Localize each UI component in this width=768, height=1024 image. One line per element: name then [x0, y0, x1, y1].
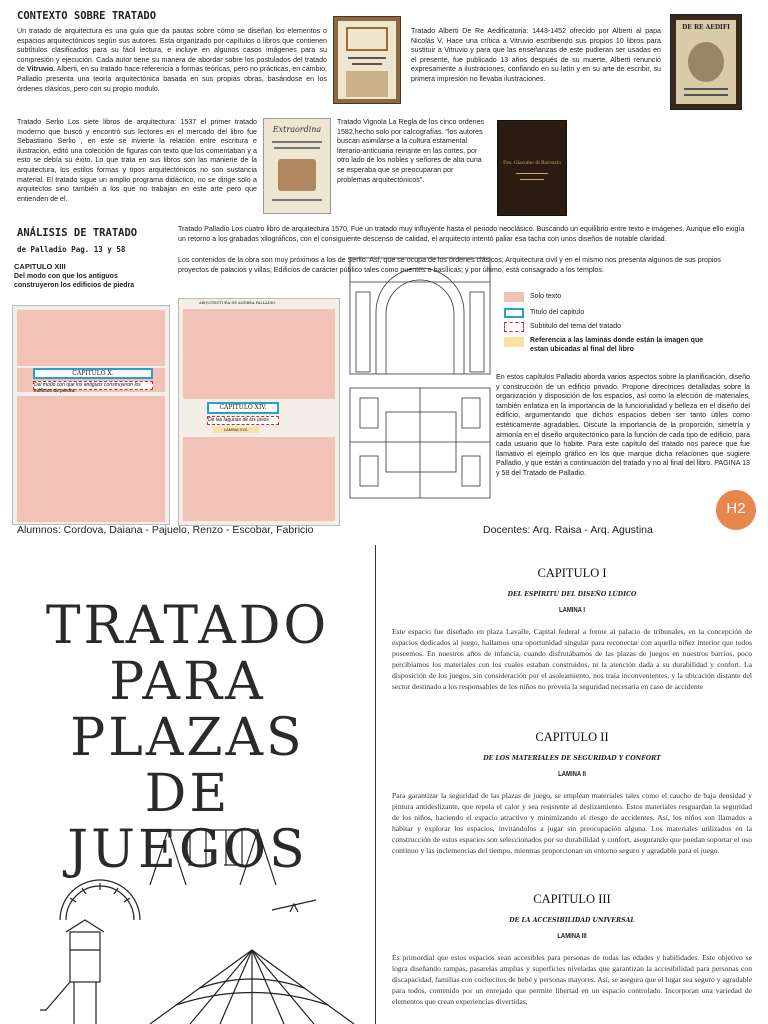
chapter-1-lamina: LAMINA I: [558, 605, 586, 614]
footer-alumnos: Alumnos: Cordova, Daiana - Pajuelo, Renzo - Escobar, Fabricio: [17, 524, 314, 536]
alberti-book-cover-image: DE RE AEDIFI: [670, 14, 742, 110]
legend-swatch-red: [504, 322, 524, 332]
capitulo-xiii-label: CAPITULO XIII: [14, 262, 66, 271]
legend-swatch-pink: [504, 292, 524, 302]
serlio-book-image: Extraordina: [263, 118, 331, 214]
legend-label-lamina: Referencia a las laminas donde están la imagen que estan ubicadas al final del libro: [530, 337, 704, 353]
palladio-page-13-image: [12, 305, 170, 525]
legend-swatch-blue: [504, 308, 524, 318]
analysis-text: En estos capítulos Palladio aborda varios aspectos sobre la planificación, diseño y construcción de un edificio privado. Propone directrices detalladas sobre la organización y disposición de los espacios, así como la elección de materiales, también enfatiza en la importancia de la funcionalidad y belleza en el diseño del edificio, argumentando que dichos espacios deben ser tanto útiles como estéticamente agradables. Discute la importancia de la proporción, simetría y armonía en el diseño arquitectónico para la función de cada tipo de edificio, para cada usuario que lo habite. Para este capítulo del tratado nos parece que fue llamativo el ejemplo gráfico en los que marque dicha relaciones que sugiere Palladio, y que están a continuación del tratado y no al final del libro. PAGINA 13 y 58 del Tratado de Palladio.: [496, 373, 750, 477]
page-divider: [375, 545, 376, 1024]
chapter-1-title: CAPITULO I: [537, 566, 607, 580]
serlio-text: Tratado Serlio Los siete libros de arquitectura: 1537 el primer tratado moderno que buscó y encontró sus lectores en el mercado del libro fue Sebastiano Serlio , en este se invierte la relación entre escritura e ilustración, editó una colección de figuras con texto que los comentaban y a esto se debía su éxito. Lo que trata en sus libros son las manierie de la arquitectura, los estilos formas y tipos arquitectónicos no son sustancia material. El tratado sigue un amplio programa didáctico, no se dirige solo a arquitectos sino también a los que no trabajan en este arte pero que entienden de el.: [17, 118, 257, 203]
chapter-3-lamina: LAMINA III: [557, 931, 587, 940]
palladio-drawings-image: [346, 252, 496, 502]
contexto-intro: Un tratado de arquitectura es una guía que da pautas sobre cómo se diseñan los elementos o espacios arquitectónicos según sus autores. Esta organizado por capítulos o libros que contienen subtítulos clasificados para su fácil lectura, e incluye en algunos casos imágenes para su compresión y ejecución. Cada autor tiene su manera de abordar sobre los postulados del tratado de Vitruvio. Alberti, en su tratado hace referencia a formas teóricas, pero no prácticas, en cambio, Palladio presenta una teoría arquitectónica basada en sus propias obras, basándose en los órdenes clásicos, pero con su propio modulo.: [17, 27, 327, 93]
chapter-1-text: Este espacio fue diseñado en plaza Lavalle, Capital federal a frente al palacio de tribunales, en la concepción de espacios dedicados al juego, hallamos una oportunidad singular para reconectar con aquella niñez interior que todos poseemos. En nuestros años de infancia, cuando disfrutábamos de las plazas de juegos en nuestros barrios, poco percibíamos los materiales con los cuales estaban construidos, ni la atención dada a su durabilidad y confort. La disposición de los juegos, sin consideración por el asoleamiento, nos traía inconvenientes, y la ubicación distante del sector destinado a los responsables de los niños no proveía la seguridad necesaria en caso de accidente: [392, 627, 752, 691]
alberti-title-page-image: [333, 16, 401, 104]
chapter-2-title: CAPITULO II: [535, 730, 609, 744]
chapter-3-title: CAPITULO III: [533, 892, 611, 906]
chapter-2: [392, 730, 752, 856]
legend-label-title: Titulo del capitulo: [530, 309, 585, 316]
chapter-1: [392, 566, 752, 692]
vignola-book-image: Fra. Giacomo di Barozzio: [497, 120, 567, 216]
alberti-text: Tratado Alberti De Re Aedificatoria: 1443-1452 ofrecido por Alberti al papa Nicolás V, Hace una crítica a Vitruvio escribiendo sus propios 10 libros para sustituir a Vitruvio y para que las enseñanzas de este pudieran ser usadas en el presente, fue publicado 13 años después de su muerte, Alberti renunció expresamente a ilustraciones, confiando en su latín y en su arte de escribir, su primera impresión no llevaba ilustraciones.: [411, 27, 661, 83]
playground-illustration: [0, 820, 375, 1024]
chapter-2-text: Para garantizar la seguridad de las plazas de juego, se emplean materiales tales como el caucho de baja densidad y pintura antideslizante, que repela el calor y sea resistente al deslizamiento. Estos materiales resguardan la seguridad de los niños, haciendo el espacio atractivo y minimizando el riesgo de accidentes. Así, los niños son llamados a habitar y explorar los espacios, invitándolos a jugar sin preocupación alguna. Los materiales utilizados en la construcción de estos espacios son seleccionados por su durabilidad y confort, asegurando que puedan soportar el uso continuo y las inclemencias del tiempo, mientras proporcionan un entorno seguro y agradable para el juego.: [392, 791, 752, 855]
capitulo-xiv-subtitle: De las lagunas de los pisos: [207, 416, 279, 425]
legend-swatch-yellow: [504, 337, 524, 347]
chapter-1-subtitle: DEL ESPÍRITU DEL DISEÑO LÚDICO: [507, 591, 637, 598]
lamina-reference: LAMINA XXII.: [213, 427, 259, 433]
capitulo-xiv-box: CAPITULO XIV.: [207, 402, 279, 414]
chapter-2-lamina: LAMINA II: [558, 769, 586, 778]
analisis-subtitle: de Palladio Pag. 13 y 58: [17, 245, 126, 254]
capitulo-x-box: CAPITULO X.: [33, 368, 153, 379]
capitulo-x-subtitle: Del modo con que los antiguos construyeron los edificios de piedra.: [33, 381, 153, 390]
chapter-3: [392, 892, 752, 1007]
analisis-title: ANÁLISIS DE TRATADO: [17, 227, 138, 239]
legend-label-text: Solo texto: [530, 293, 562, 300]
h2-badge: H2: [716, 490, 756, 530]
capitulo-xiii-subtitle: Del modo con que los antiguos construyeron los edificios de piedra: [14, 273, 135, 289]
palladio-page-58-image: ARQUITECTURA DE ANDREA PALLADIO. CAPITULO XIV. De las lagunas de los pisos LAMINA XXII.: [178, 298, 340, 526]
vignola-text: Tratado Vignola La Regla de los cinco ordenes 1582,hecho solo por calcografías. "los autores buscan asimilarse a la cultura estamental literario-anticuaria reinante en las cortes, por otro lado de los nobles y señores de alta cuna se esperaba que se preocuparan por problemas arquitectónicos".: [337, 118, 485, 184]
palladio-text-2: Los contenidos de la obra son muy próximos a los de Serlio. Así, que se ocupa de los órdenes clásicos; Arquitectura civil y en el mismo nos presenta algunos de sus propios proyectos de palacios y villas; Edificios de carácter público tales como puentes o basílicas; y por último, está consagrado a los templos.: [178, 256, 721, 274]
legend-label-subtitle: Subtitulo del tema del tratado: [530, 323, 622, 330]
chapter-2-subtitle: DE LOS MATERIALES DE SEGURIDAD Y CONFORT: [483, 755, 661, 762]
contexto-title: CONTEXTO SOBRE TRATADO: [17, 10, 157, 22]
palladio-text: Tratado Palladio Los cuatro libro de arquitectura 1570, Fue un tratado muy influyente hasta el periodo neoclásico. Buscando un equilibrio entre texto e imágenes. Aunque ello exigía un retorno a los grabados xilográficos, con el consiguiente descenso de calidad, el arquitecto intentó paliar esa tacha con unos diseños de notable claridad.: [178, 225, 745, 243]
cover-title: TRATADO PARA PLAZAS DE JUEGOS: [45, 596, 330, 880]
footer-docentes: Docentes: Arq. Raisa - Arq. Agustina: [483, 524, 653, 536]
chapter-3-text: Es primordial que estos espacios sean accesibles para personas de todas las edades y habilidades. Este objetivo se logra diseñando rampas, pasarelas amplias y superficies niveladas que garantizan la accesibilidad para personas con discapacidad, familias con cochecitos de bebé y personas mayores. Así, se asegura que el lugar sea seguro y agradable para todos, contenido por un enrejado que permite libertad en un espacio controlado. Incorporan una variedad de elementos que crean experiencias divertidas,: [392, 953, 752, 1006]
chapter-3-subtitle: DE LA ACCESIBILIDAD UNIVERSAL: [509, 917, 635, 924]
